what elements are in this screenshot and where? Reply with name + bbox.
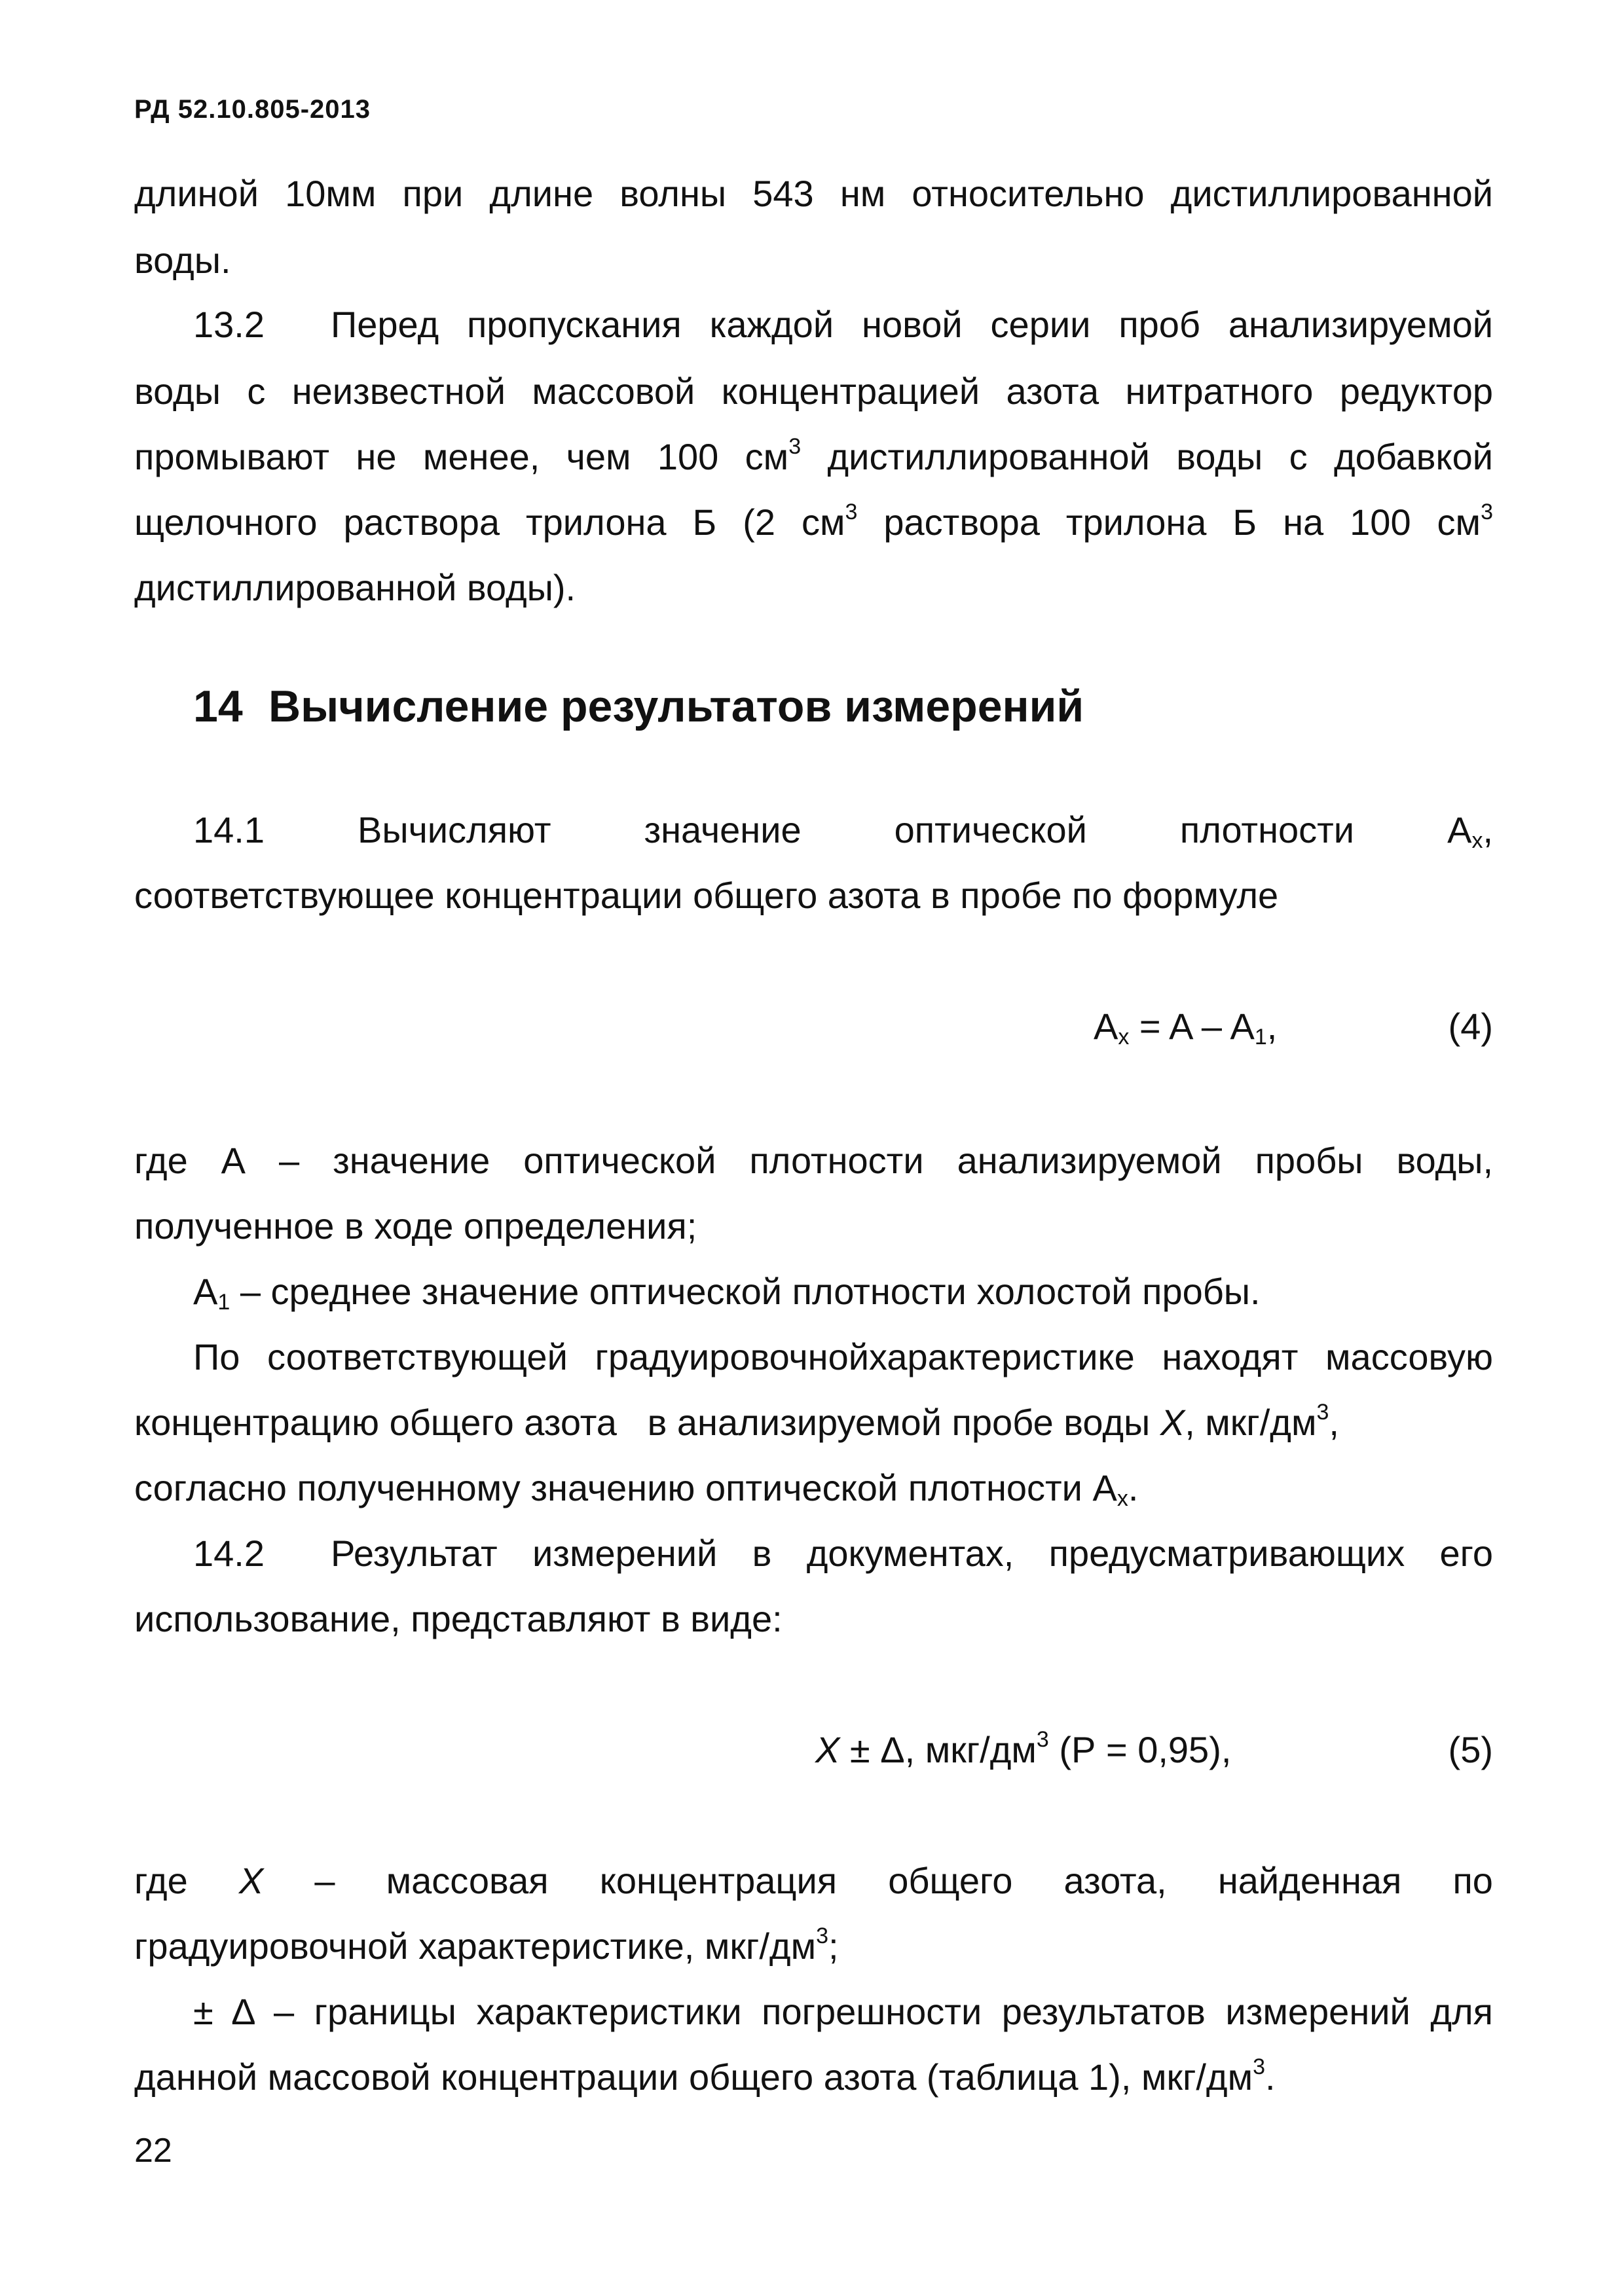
paragraph-line: промывают не менее, чем 100 $см^3$ дистиллированной воды с добавкой — [134, 434, 1494, 477]
paragraph-line: где X – массовая концентрация общего азота, найденная по — [134, 1860, 1493, 1901]
paragraph-line: согласно полученному значению оптической плотности $А_x$. — [134, 1467, 1139, 1511]
formula-5: X ± Δ, мкг/$дм^3$ (Р = 0,95), — [815, 1727, 1232, 1770]
paragraph-line: где А – значение оптической плотности анализируемой пробы воды, — [134, 1140, 1493, 1181]
section-heading — [193, 681, 1084, 732]
definition-a1: $А_1$ – среднее значение оптической плотности холостой пробы. — [193, 1271, 1261, 1315]
paragraph-line: концентрацию общего азота в анализируемой пробе воды X, мкг/$дм^3$, — [134, 1400, 1339, 1443]
page-number: 22 — [134, 2132, 172, 2170]
paragraph-13-2-line: 13.2 Перед пропускания каждой новой серии проб анализируемой — [193, 304, 1493, 345]
paragraph-line: По соответствующей градуировочнойхарактеристике находят массовую — [193, 1336, 1493, 1377]
paragraph-line: воды. — [134, 240, 231, 281]
paragraph-line: щелочного раствора трилона Б (2 $см^3$ раствора трилона Б на 100 $см^3$ — [134, 500, 1493, 543]
paragraph-14-2-line: 14.2 Результат измерений в документах, предусматривающих его — [193, 1533, 1493, 1574]
formula-number: (4) — [1448, 1006, 1493, 1047]
section-title: Вычисление результатов измерений — [268, 682, 1084, 731]
clause-number: 14.2 — [193, 1533, 265, 1574]
paragraph-line: дистиллированной воды). — [134, 567, 576, 608]
section-number: 14 — [193, 682, 243, 731]
clause-number: 14.1 — [193, 809, 265, 850]
paragraph-line: данной массовой концентрации общего азота (таблица 1), мкг/$дм^3$. — [134, 2054, 1276, 2098]
paragraph-line: длиной 10мм при длине волны 543 нм относительно дистиллированной — [134, 173, 1493, 214]
formula-number: (5) — [1448, 1729, 1493, 1770]
clause-number: 13.2 — [193, 304, 265, 345]
paragraph-line: градуировочной характеристике, мкг/$дм^3$; — [134, 1923, 839, 1967]
paragraph-line: полученное в ходе определения; — [134, 1205, 697, 1247]
paragraph-line: ± Δ – границы характеристики погрешности результатов измерений для — [193, 1991, 1493, 2032]
paragraph-line: использование, представляют в виде: — [134, 1598, 783, 1639]
paragraph-line: воды с неизвестной массовой концентрацией азота нитратного редуктор — [134, 371, 1493, 412]
paragraph-line: соответствующее концентрации общего азота в пробе по формуле — [134, 875, 1279, 916]
paragraph-14-1-line: 14.1 Вычисляют значение оптической плотности $A_x$, — [193, 809, 1493, 853]
document-code-header: РД 52.10.805-2013 — [134, 95, 371, 124]
formula-4: $A_x = A - A_1$, — [1094, 1006, 1278, 1049]
